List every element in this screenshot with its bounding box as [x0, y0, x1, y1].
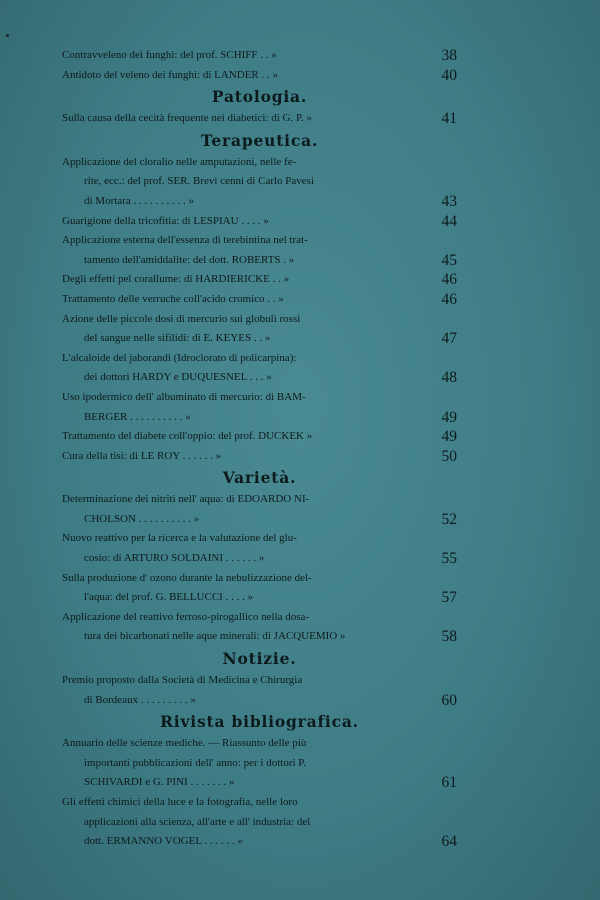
entry-line: L'alcaloide del jaborandi (Idroclorato di policarpina):	[62, 351, 297, 364]
entry-line: Uso ipodermico dell' albuminato di mercurio: di BAM-	[62, 390, 306, 403]
entry-line: BERGER . . . . . . . . . . »	[84, 410, 191, 423]
ink-speck	[6, 34, 9, 37]
toc-entry	[62, 212, 457, 232]
page-number: 60	[441, 691, 457, 709]
entry-line: Nuovo reattivo per la ricerca e la valutazione del glu-	[62, 532, 297, 545]
toc-entry	[62, 490, 457, 529]
entry-line: Sulla causa della cecità frequente nei diabetici: di G. P. »	[62, 112, 312, 125]
entry-line: del sangue nelle sifilidi: di E. KEYES . . »	[84, 332, 271, 345]
toc-entry	[62, 793, 457, 852]
entry-line: di Mortara . . . . . . . . . . »	[84, 194, 194, 207]
toc-entry	[62, 734, 457, 793]
entry-line: Applicazione esterna dell'essenza di terebintina nel trat-	[62, 234, 308, 247]
toc-entry	[62, 46, 457, 66]
entry-line: Degli effetti pel corallume: di HARDIERICKE . . »	[62, 273, 290, 286]
entry-line: Gli effetti chimici della luce e la fotografia, nelle loro	[62, 796, 298, 808]
page-number: 41	[441, 110, 457, 128]
page-number: 43	[441, 192, 457, 210]
entry-line: Azione delle piccole dosi di mercurio sui globuli rossi	[62, 312, 301, 325]
toc-entry	[62, 270, 457, 290]
entry-line: importanti pubblicazioni dell' anno: per i dottori P.	[84, 756, 306, 769]
page-number: 49	[441, 408, 457, 426]
entry-line: Cura della tisi: di LE ROY . . . . . . »	[62, 449, 222, 462]
toc-entry	[62, 109, 457, 129]
entry-line: Applicazione del reattivo ferroso-pirogallico nella dosa-	[62, 610, 310, 623]
entry-line: tura dei bicarbonati nelle aque minerali: di JACQUEMIO »	[84, 630, 346, 643]
page-number: 61	[441, 774, 457, 792]
page-number: 57	[441, 589, 457, 607]
toc-entry	[62, 388, 457, 427]
toc-entry	[62, 447, 457, 467]
section-title: Notizie.	[222, 649, 297, 669]
toc-entry	[62, 231, 457, 270]
page-number: 55	[441, 550, 457, 568]
table-of-contents	[62, 46, 457, 852]
entry-line: Determinazione dei nitriti nell' aqua: di EDOARDO NI-	[62, 493, 310, 506]
toc-entry	[62, 427, 457, 447]
section-title: Rivista bibliografica.	[160, 712, 359, 732]
page-number: 49	[441, 428, 457, 446]
page-number: 64	[441, 833, 457, 851]
entry-line: dott. ERMANNO VOGEL . . . . . . »	[84, 835, 243, 848]
page-number: 47	[441, 330, 457, 348]
entry-line: Annuario delle scienze mediche. — Riassunto delle più	[62, 737, 307, 750]
section-title: Terapeutica.	[200, 130, 319, 150]
entry-line: Applicazione del cloralio nelle amputazioni, nelle fe-	[62, 155, 297, 168]
toc-entry	[62, 529, 457, 568]
page-number: 45	[441, 251, 457, 269]
entry-line: Trattamento delle verruche coll'acido cromico . . »	[62, 292, 284, 305]
entry-line: Sulla produzione d' ozono durante la nebulizzazione del-	[62, 571, 312, 584]
toc-entry	[62, 290, 457, 310]
toc-entry	[62, 310, 457, 349]
section-title: Varietà.	[222, 468, 297, 488]
toc-entry	[62, 569, 457, 608]
page-number: 46	[441, 290, 457, 308]
page-number: 52	[441, 510, 457, 528]
page-number: 40	[441, 66, 457, 84]
entry-line: Guarigione della tricofitia: di LESPIAU . . . . »	[62, 214, 269, 227]
entry-line: Premio proposto dalla Società di Medicina e Chirurgia	[62, 674, 303, 687]
entry-line: rite, ecc.: del prof. SER. Brevi cenni di Carlo Pavesi	[84, 175, 315, 188]
entry-line: dei dottori HARDY e DUQUESNEL . . . »	[84, 371, 272, 384]
entry-line: cosio: di ARTURO SOLDAINI . . . . . . »	[84, 552, 265, 565]
entry-line: tamento dell'amiddalite: del dott. ROBERTS . »	[84, 253, 295, 266]
page-number: 58	[441, 628, 457, 646]
page-number: 50	[441, 447, 457, 465]
entry-line: l'aqua: del prof. G. BELLUCCI . . . . »	[84, 591, 254, 604]
page-number: 46	[441, 271, 457, 289]
toc-entry	[62, 153, 457, 212]
toc-entry	[62, 671, 457, 710]
entry-line: Trattamento del diabete coll'oppio: del prof. DUCKEK »	[62, 430, 313, 443]
entry-line: di Bordeaux . . . . . . . . . »	[84, 693, 196, 706]
toc-entry	[62, 66, 457, 86]
entry-line: Antidoto del veleno dei funghi: di LANDER . . »	[62, 68, 278, 81]
section-title: Patologia.	[211, 87, 308, 107]
page-number: 38	[441, 47, 457, 64]
entry-line: applicazioni alla scienza, all'arte e all' industria: del	[84, 815, 311, 828]
entry-line: CHOLSON . . . . . . . . . . »	[84, 512, 200, 525]
entry-line: Contravveleno dei funghi: del prof. SCHIFF . . »	[62, 49, 277, 61]
page-number: 44	[441, 212, 457, 230]
entry-line: SCHIVARDI e G. PINI . . . . . . . »	[84, 776, 235, 789]
toc-entry	[62, 608, 457, 647]
page-number: 48	[441, 369, 457, 387]
toc-entry	[62, 349, 457, 388]
